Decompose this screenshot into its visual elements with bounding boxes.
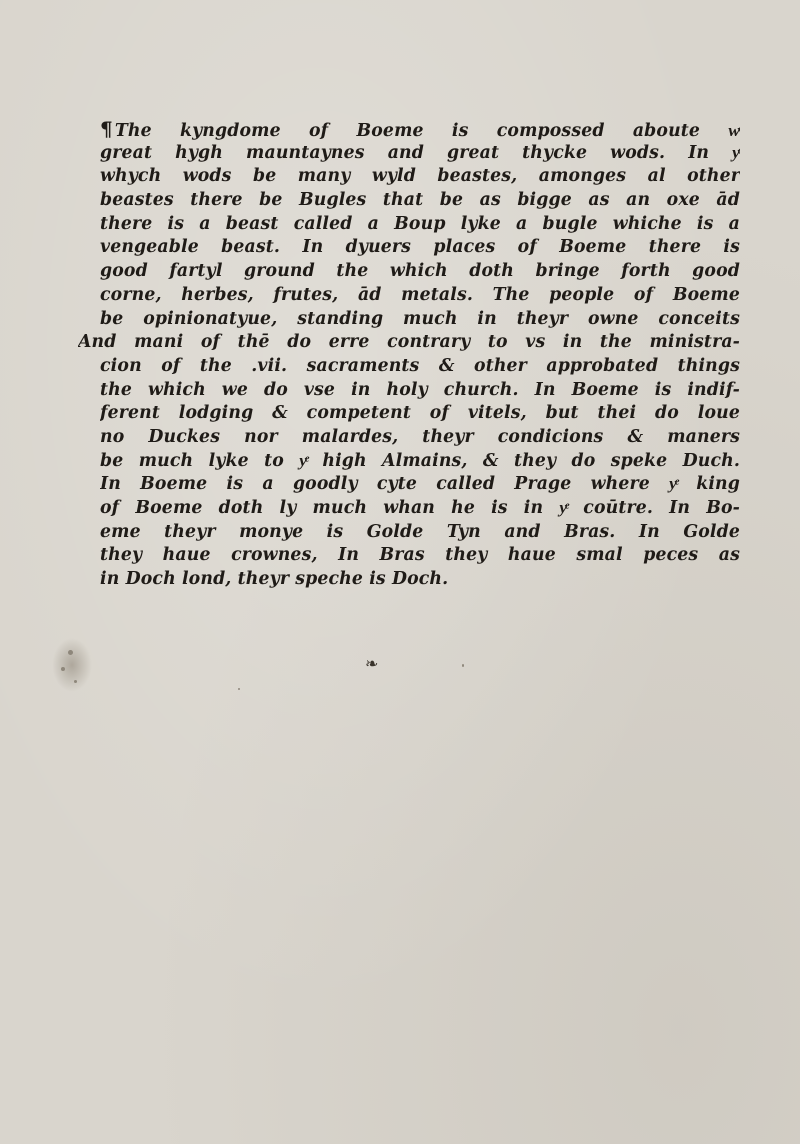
page-speck — [68, 650, 73, 655]
page-stain — [52, 638, 92, 692]
text-line: the which we do vse in holy church. In Boeme is indif- — [100, 379, 740, 400]
text-line: they haue crownes, In Bras they haue smal peces as — [100, 545, 740, 566]
text-line: there is a beast called a Boup lyke a bugle whiche is a — [100, 213, 740, 234]
pilcrow-mark: ¶ — [100, 118, 113, 141]
page-speck — [238, 688, 240, 690]
page-speck — [61, 667, 65, 671]
text-line: vengeable beast. In dyuers places of Boeme there is — [100, 237, 740, 258]
text-line: in Doch lond, theyr speche is Doch. — [100, 569, 449, 590]
text-line-content: The kyngdome of Boeme is compossed aboute wͭ — [114, 121, 740, 141]
body-text — [78, 118, 740, 592]
text-line: no Duckes nor malardes, theyr condicions & maners — [100, 426, 740, 447]
text-line: beastes there be Bugles that be as bigge as an oxe ād — [100, 190, 740, 211]
text-line: good fartyl ground the which doth bringe forth good — [100, 261, 740, 282]
text-line: be opinionatyue, standing much in theyr owne conceits — [100, 308, 740, 329]
text-line: corne, herbes, frutes, ād metals. The people of Boeme — [100, 284, 740, 305]
text-line: In Boeme is a goodly cyte called Prage where yͤ king — [100, 474, 740, 495]
page-speck — [74, 680, 77, 683]
text-line: ferent lodging & competent of vitels, but thei do loue — [100, 403, 740, 424]
page-speck — [462, 664, 464, 667]
text-line: And mani of thē do erre contrary to vs in the ministra- — [78, 332, 740, 353]
text-line — [100, 118, 740, 142]
text-line: great hygh mauntaynes and great thycke wods. In yͤ — [100, 142, 740, 163]
fleuron-ornament: ❧ — [365, 654, 379, 673]
text-line: of Boeme doth ly much whan he is in yͤ coūtre. In Bo- — [100, 498, 740, 518]
text-line: eme theyr monye is Golde Tyn and Bras. In Golde — [100, 521, 740, 542]
text-line: cion of the .vii. sacraments & other approbated things — [100, 355, 740, 376]
text-line: whych wods be many wyld beastes, amonges al other — [100, 166, 740, 187]
text-line: be much lyke to yͤ high Almains, & they do speke Duch. — [100, 450, 740, 471]
